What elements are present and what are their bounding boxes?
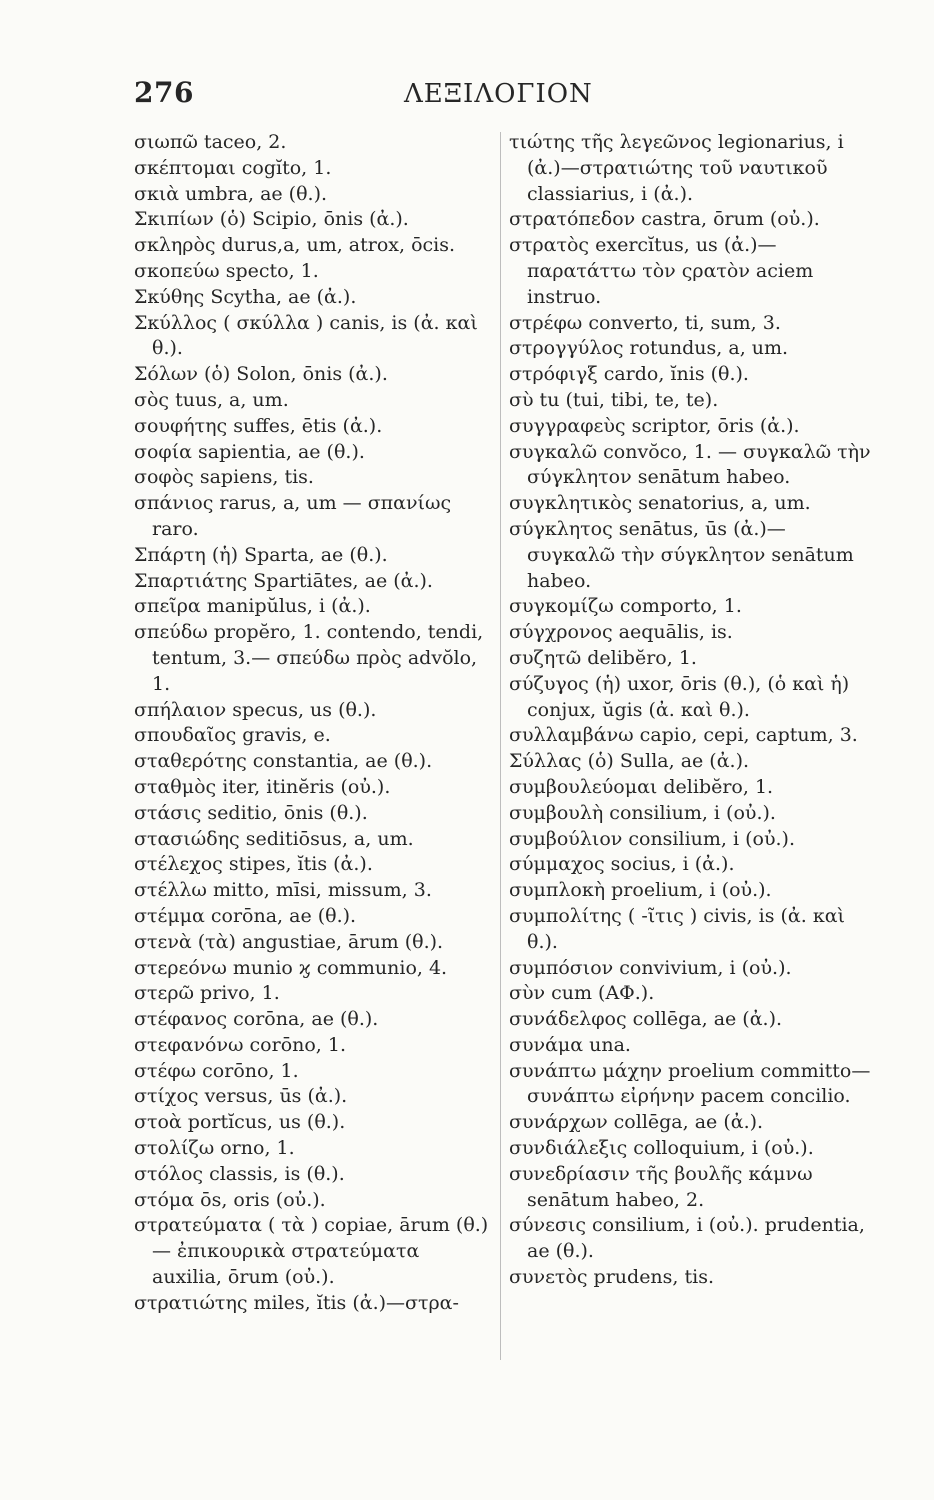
left-column [134,130,494,1317]
dictionary-entry: σταθμὸς iter, itinĕris (οὐ.). [134,775,391,798]
dictionary-entry: σύγκλητος senātus, ūs (ἀ.)—συγκαλῶ τὴν σύγκλητον senātum habeo. [509,517,854,592]
dictionary-entry: συνετὸς prudens, tis. [509,1266,715,1289]
dictionary-entry: στρογγύλος rotundus, a, um. [509,337,789,360]
dictionary-entry: στέφανος corōna, ae (θ.). [134,1008,379,1031]
dictionary-entry: συμβούλιον consilium, i (οὐ.). [509,827,796,850]
dictionary-entry: στοὰ portĭcus, us (θ.). [134,1111,346,1134]
dictionary-entry: συγκλητικὸς senatorius, a, um. [509,492,811,515]
dictionary-entry: Σόλων (ὁ) Solon, ōnis (ἀ.). [134,363,388,386]
dictionary-entry: σύνεσις consilium, i (οὐ.). prudentia, ae (θ.). [509,1214,865,1263]
dictionary-entry: σὺν cum (ΑΦ.). [509,982,655,1005]
dictionary-entry: στέφω corōno, 1. [134,1059,299,1082]
dictionary-entry: στρατεύματα ( τὰ ) copiae, ārum (θ.) — ἐπικουρικὰ στρατεύματα auxilia, ōrum (οὐ.). [134,1214,489,1289]
dictionary-entry: συμπόσιον convivium, i (οὐ.). [509,956,792,979]
dictionary-entry: Σπάρτη (ἡ) Sparta, ae (θ.). [134,543,388,566]
dictionary-entry: Σκύλλος ( σκύλλα ) canis, is (ἀ. καὶ θ.). [134,311,478,360]
column-divider [500,132,501,1360]
dictionary-entry: σύζυγος (ἡ) uxor, ōris (θ.), (ὁ καὶ ἡ) conjux, ŭgis (ἀ. καὶ θ.). [509,672,850,721]
dictionary-entry: στόμα ōs, oris (οὐ.). [134,1188,326,1211]
dictionary-entry: συμβουλὴ consilium, i (οὐ.). [509,801,776,824]
dictionary-entry: στέλλω mitto, mīsi, missum, 3. [134,879,432,902]
dictionary-entry: στίχος versus, ūs (ἀ.). [134,1085,348,1108]
dictionary-entry: σταθερότης constantia, ae (θ.). [134,750,433,773]
dictionary-entry: σκοπεύω specto, 1. [134,259,319,282]
dictionary-entry: Σκιπίων (ὁ) Scipio, ōnis (ἀ.). [134,208,409,231]
dictionary-entry: στρατιώτης miles, ĭtis (ἀ.)—στρα- [134,1291,459,1314]
dictionary-entry: σπουδαῖος gravis, e. [134,724,331,747]
page-number: 276 [134,76,194,109]
dictionary-entry: σπεύδω propĕro, 1. contendo, tendi, tentum, 3.— σπεύδω πρὸς advŏlo, 1. [134,621,484,695]
dictionary-entry: Σκύθης Scytha, ae (ἀ.). [134,285,357,308]
dictionary-entry: σκληρὸς durus,a, um, atrox, ōcis. [134,234,456,257]
dictionary-entry: σοφὸς sapiens, tis. [134,466,314,489]
dictionary-entry: συνδιάλεξις colloquium, i (οὐ.). [509,1137,814,1160]
dictionary-entry: συνάδελφος collēga, ae (ἀ.). [509,1008,783,1031]
dictionary-entry: στέμμα corōna, ae (θ.). [134,904,357,927]
dictionary-entry: στασιώδης seditiōsus, a, um. [134,827,414,850]
dictionary-entry: στολίζω orno, 1. [134,1137,295,1160]
right-column [509,130,871,1291]
dictionary-entry: στερεόνω munio ϗ communio, 4. [134,956,448,979]
dictionary-entry: στερῶ privo, 1. [134,982,280,1005]
dictionary-entry: σὸς tuus, a, um. [134,388,289,411]
page-header [134,76,886,116]
dictionary-entry: σιωπῶ taceo, 2. [134,131,287,153]
dictionary-entry: στρόφιγξ cardo, ĭnis (θ.). [509,363,749,386]
dictionary-entry: συγκαλῶ convŏco, 1. — συγκαλῶ τὴν σύγκλητον senātum habeo. [509,440,871,489]
dictionary-entry: στρατόπεδον castra, ōrum (οὐ.). [509,208,820,231]
dictionary-entry: συλλαμβάνω capio, cepi, captum, 3. [509,724,858,747]
dictionary-entry: συνάμα una. [509,1033,631,1056]
dictionary-entry: στεφανόνω corōno, 1. [134,1033,347,1056]
dictionary-entry: στρατὸς exercĭtus, us (ἀ.)—παρατάττω τὸν ςρατὸν aciem instruo. [509,234,814,308]
dictionary-entry: σοφία sapientia, ae (θ.). [134,440,365,463]
dictionary-entry: στρέφω converto, ti, sum, 3. [509,311,781,334]
dictionary-entry: συγκομίζω comporto, 1. [509,595,742,618]
dictionary-entry: συμβουλεύομαι delibĕro, 1. [509,775,774,798]
dictionary-entry: συγγραφεὺς scriptor, ōris (ἀ.). [509,414,800,437]
running-head: ΛΕΞΙΛΟΓΙΟΝ [404,79,593,109]
dictionary-entry: συνάρχων collēga, ae (ἀ.). [509,1111,764,1134]
dictionary-entry: σύγχρονος aequālis, is. [509,621,733,644]
dictionary-entry: συνάπτω μάχην proelium committo—συνάπτω εἰρήνην pacem concilio. [509,1059,871,1108]
dictionary-entry: συμπλοκὴ proelium, i (οὐ.). [509,879,772,902]
dictionary-entry: Σύλλας (ὁ) Sulla, ae (ἀ.). [509,750,750,773]
dictionary-entry: στάσις seditio, ōnis (θ.). [134,801,368,824]
dictionary-entry: Σπαρτιάτης Spartiātes, ae (ἀ.). [134,569,433,592]
dictionary-entry: σπεῖρα manipŭlus, i (ἀ.). [134,595,371,618]
dictionary-entry: σπάνιος rarus, a, um — σπανίως raro. [134,492,452,540]
dictionary-entry: στόλος classis, is (θ.). [134,1162,345,1185]
dictionary-entry: σπήλαιον specus, us (θ.). [134,698,377,721]
dictionary-entry: συζητῶ delibĕro, 1. [509,646,697,669]
dictionary-entry: συνεδρίασιν τῆς βουλῆς κάμνω senātum habeo, 2. [509,1162,813,1211]
dictionary-entry: τιώτης τῆς λεγεῶνος legionarius, i (ἀ.)—στρατιώτης τοῦ ναυτικοῦ classiarius, i (ἀ.). [509,131,844,205]
dictionary-entry: σκιὰ umbra, ae (θ.). [134,182,328,205]
dictionary-entry: στενὰ (τὰ) angustiae, ārum (θ.). [134,930,444,953]
dictionary-entry: σουφήτης suffes, ētis (ἀ.). [134,414,383,437]
dictionary-entry: σὺ tu (tui, tibi, te, te). [509,388,719,411]
dictionary-entry: σύμμαχος socius, i (ἀ.). [509,853,735,876]
dictionary-entry: συμπολίτης ( -ῖτις ) civis, is (ἀ. καὶ θ.). [509,904,845,953]
dictionary-entry: σκέπτομαι cogĭto, 1. [134,156,332,179]
dictionary-entry: στέλεχος stipes, ĭtis (ἀ.). [134,853,373,876]
